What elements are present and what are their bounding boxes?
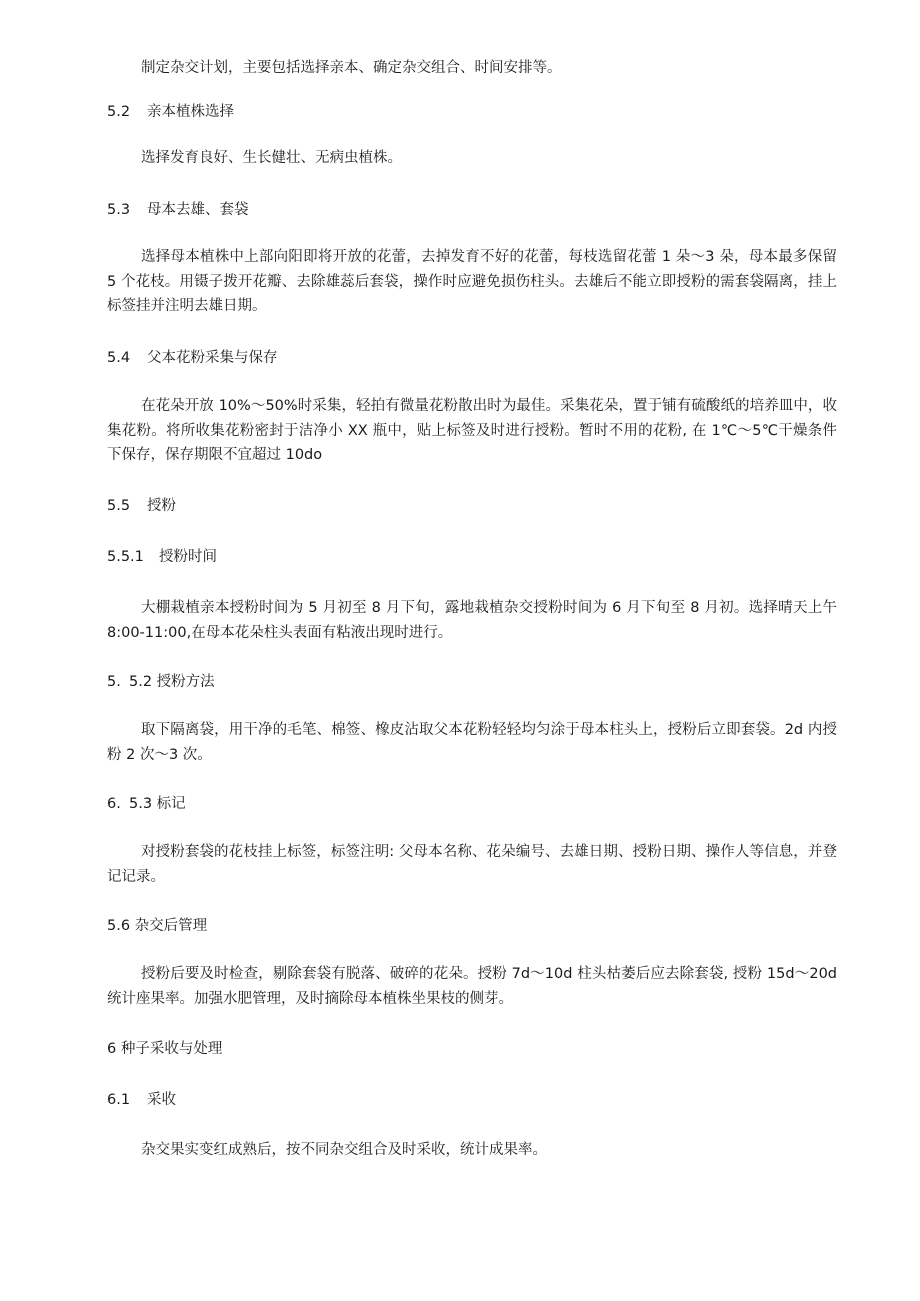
section-title: 5.2 授粉方法 bbox=[129, 674, 215, 690]
paragraph-5-3: 选择母本植株中上部向阳即将开放的花蕾，去掉发育不好的花蕾，每枝选留花蕾 1 朵～3 朵，母本最多保留 5 个花枝。用镊子拨开花瓣、去除雄蕊后套袋，操作时应避免损伤柱头。去雄后不能立即授粉的需套袋隔离，挂上标签挂并注明去雄日期。 bbox=[107, 249, 837, 314]
section-number: 5.5 bbox=[107, 498, 131, 514]
section-title: 6 种子采收与处理 bbox=[107, 1041, 223, 1057]
section-heading-5-4 bbox=[107, 346, 278, 371]
section-heading-6 bbox=[107, 1037, 222, 1062]
section-title: 母本去雄、套袋 bbox=[147, 202, 249, 218]
section-title: 父本花粉采集与保存 bbox=[147, 350, 278, 366]
section-title: 5.3 标记 bbox=[129, 796, 186, 812]
section-number: 5. bbox=[107, 674, 121, 690]
paragraph-5-5-1: 大棚栽植亲本授粉时间为 5 月初至 8 月下旬，露地栽植杂交授粉时间为 6 月下旬至 8 月初。选择晴天上午 8:00-11:00,在母本花朵柱头表面有粘液出现时进行。 bbox=[107, 600, 837, 641]
paragraph-6-1: 杂交果实变红成熟后，按不同杂交组合及时采收，统计成果率。 bbox=[141, 1142, 547, 1158]
section-heading-5-5-1 bbox=[107, 545, 217, 570]
section-heading-5-2 bbox=[107, 100, 234, 125]
section-number: 6.1 bbox=[107, 1092, 131, 1108]
paragraph-5-5-3: 对授粉套袋的花枝挂上标签，标签注明: 父母本名称、花朵编号、去雄日期、授粉日期、操作人等信息，并登记记录。 bbox=[107, 844, 837, 885]
section-title: 亲本植株选择 bbox=[147, 104, 234, 120]
intro-paragraph: 制定杂交计划，主要包括选择亲本、确定杂交组合、时间安排等。 bbox=[141, 60, 562, 76]
section-title: 授粉 bbox=[147, 498, 176, 514]
section-number: 5.5.1 bbox=[107, 549, 144, 565]
section-title: 采收 bbox=[147, 1092, 176, 1108]
section-heading-5-5-2 bbox=[107, 670, 215, 695]
section-number: 5.3 bbox=[107, 202, 131, 218]
section-number: 6. bbox=[107, 796, 121, 812]
section-heading-5-6 bbox=[107, 914, 207, 939]
paragraph-5-5-2: 取下隔离袋，用干净的毛笔、棉签、橡皮沾取父本花粉轻轻均匀涂于母本柱头上，授粉后立即套袋。2d 内授粉 2 次～3 次。 bbox=[107, 722, 837, 763]
section-heading-5-5 bbox=[107, 494, 176, 519]
section-title: 授粉时间 bbox=[159, 549, 217, 565]
paragraph-5-6: 授粉后要及时检查，剔除套袋有脱落、破碎的花朵。授粉 7d～10d 柱头枯萎后应去除套袋, 授粉 15d～20d 统计座果率。加强水肥管理，及时摘除母本植株坐果枝的侧芽。 bbox=[107, 966, 837, 1007]
section-title: 5.6 杂交后管理 bbox=[107, 918, 208, 934]
section-number: 5.2 bbox=[107, 104, 131, 120]
paragraph-5-4: 在花朵开放 10%～50%时采集，轻拍有微量花粉散出时为最佳。采集花朵，置于铺有硫酸纸的培养皿中，收集花粉。将所收集花粉密封于洁净小 XX 瓶中，贴上标签及时进行授粉。暂时不用的花粉, 在 1℃～5℃干燥条件下保存，保存期限不宜超过 10do bbox=[107, 398, 837, 463]
section-number: 5.4 bbox=[107, 350, 131, 366]
paragraph-5-2: 选择发育良好、生长健壮、无病虫植株。 bbox=[141, 150, 402, 166]
section-heading-5-5-3 bbox=[107, 792, 186, 817]
section-heading-5-3 bbox=[107, 198, 249, 223]
section-heading-6-1 bbox=[107, 1088, 176, 1113]
